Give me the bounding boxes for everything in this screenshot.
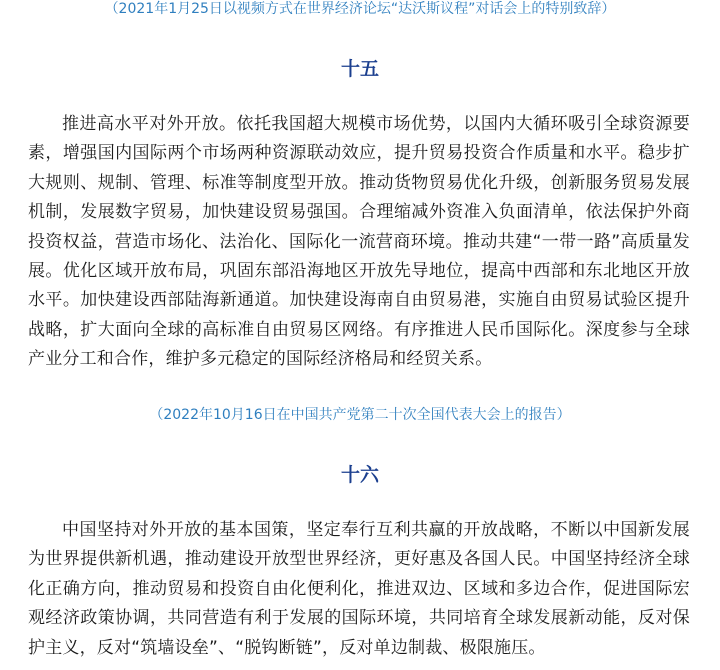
paragraph-section-16: 中国坚持对外开放的基本国策，坚定奉行互利共赢的开放战略，不断以中国新发展为世界提供新机遇，推动建设开放型世界经济，更好惠及各国人民。中国坚持经济全球化正确方向，推动贸易和投资自由化便利化，推进双边、区域和多边合作，促进国际宏观经济政策协调，共同营造有利于发展的国际环境，共同培育全球发展新动能，反对保护主义，反对“筑墙设垒”、“脱钩断链”，反对单边制裁、极限施压。: [28, 520, 690, 658]
source-caption-section-15: （2022年10月16日在中国共产党第二十次全国代表大会上的报告）: [149, 407, 571, 423]
section-number-15: 十五: [340, 58, 379, 80]
section-number-16: 十六: [340, 464, 379, 486]
top-source-caption: （2021年1月25日以视频方式在世界经济论坛“达沃斯议程”对话会上的特别致辞）: [104, 1, 616, 17]
paragraph-section-15: 推进高水平对外开放。依托我国超大规模市场优势，以国内大循环吸引全球资源要素，增强国内国际两个市场两种资源联动效应，提升贸易投资合作质量和水平。稳步扩大规则、规制、管理、标准等制度型开放。推动货物贸易优化升级，创新服务贸易发展机制，发展数字贸易，加快建设贸易强国。合理缩减外资准入负面清单，依法保护外商投资权益，营造市场化、法治化、国际化一流营商环境。推动共建“一带一路”高质量发展。优化区域开放布局，巩固东部沿海地区开放先导地位，提高中西部和东北地区开放水平。加快建设西部陆海新通道。加快建设海南自由贸易港，实施自由贸易试验区提升战略，扩大面向全球的高标准自由贸易区网络。有序推进人民币国际化。深度参与全球产业分工和合作，维护多元稳定的国际经济格局和经贸关系。: [28, 114, 690, 370]
